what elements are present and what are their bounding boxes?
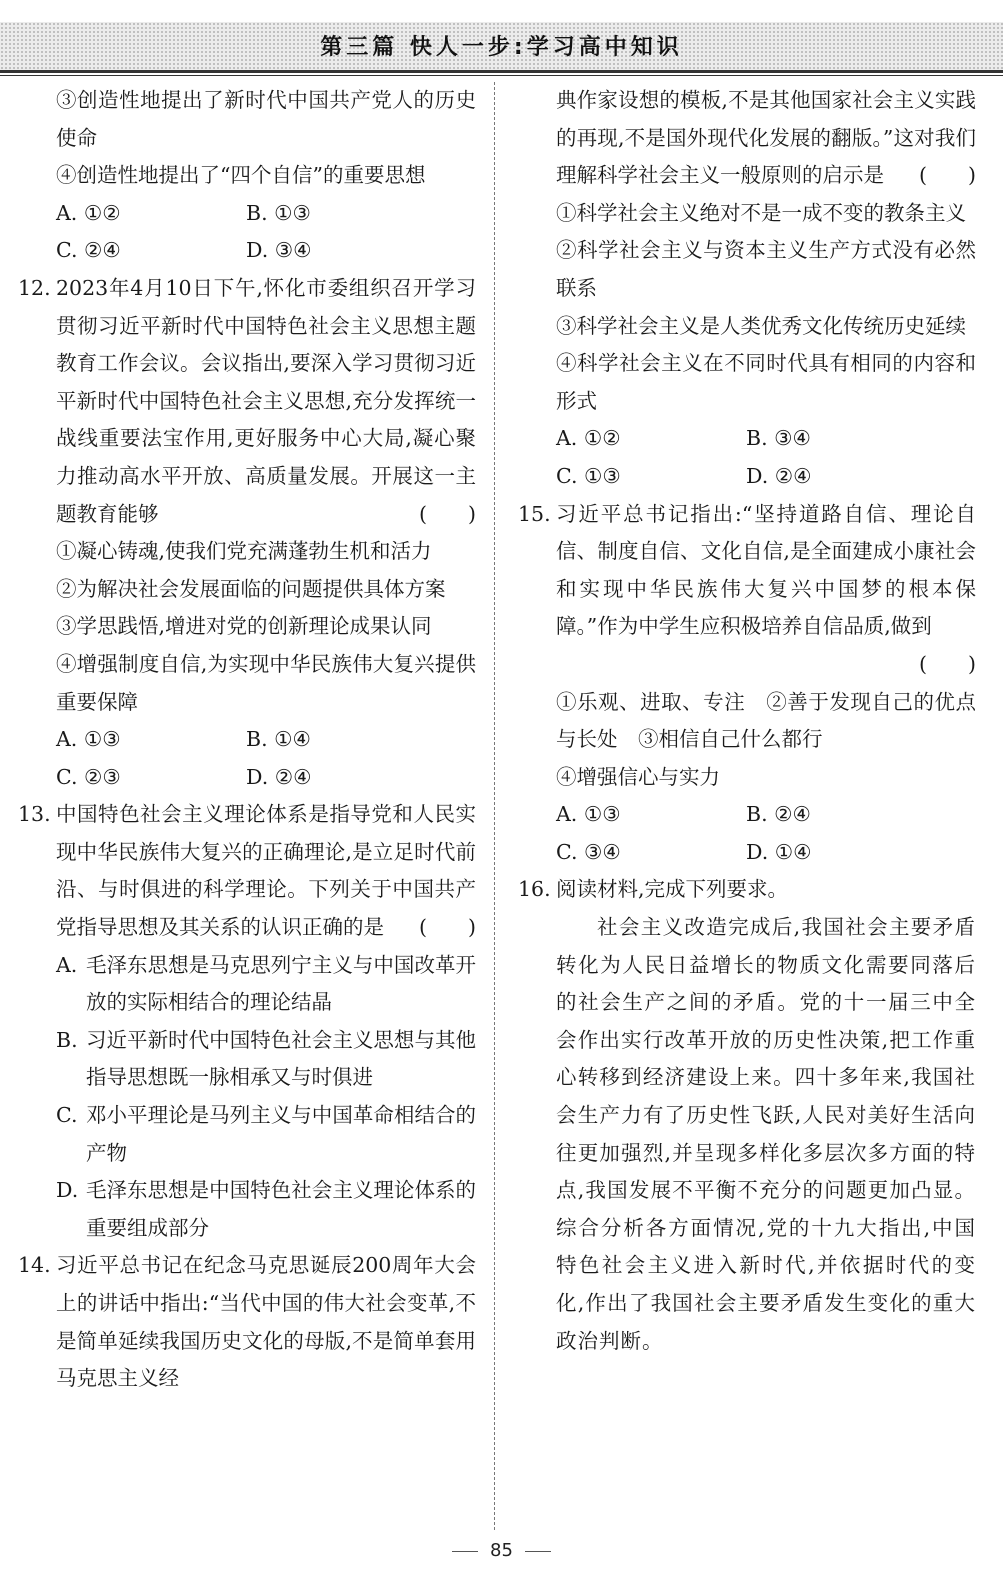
q16-reading-material: 社会主义改造完成后,我国社会主要矛盾转化为人民日益增长的物质文化需要同落后的社会生产之间的矛盾。党的十一届三中全会作出实行改革开放的历史性决策,把工作重心转移到经济建设上来。四十多年来,我国社会生产力有了历史性飞跃,人民对美好生活向往更加强烈,并呈现多样化多层次多方面的特点,我国发展不平衡不充分的问题更加凸显。综合分析各方面情况,党的十九大指出,中国特色社会主义进入新时代,并依据时代的变化,作出了我国社会主要矛盾发生变化的重大政治判断。 xyxy=(556,915,976,1353)
question-16 xyxy=(518,871,976,909)
q15-options-row1 xyxy=(518,796,976,834)
q14-number: 14. xyxy=(18,1253,51,1278)
header-rule xyxy=(0,70,1003,73)
q13-stem: 中国特色社会主义理论体系是指导党和人民实现中华民族伟大复兴的正确理论,是立足时代前沿、与时俱进的科学理论。下列关于中国共产党指导思想及其关系的认识正确的是 xyxy=(56,802,476,940)
footer-dash-right xyxy=(525,1551,551,1552)
q14-statement-2: ②科学社会主义与资本主义生产方式没有必然联系 xyxy=(556,238,976,300)
q15-number: 15. xyxy=(518,501,551,526)
q12-option-d: D. ②④ xyxy=(246,764,312,789)
q14-stem-end: 典作家设想的模板,不是其他国家社会主义实践的再现,不是国外现代化发展的翻版。”这对我们理解科学社会主义一般原则的启示是 xyxy=(556,88,976,188)
q13-option-a-letter: A. xyxy=(56,952,78,977)
q12-options-row1 xyxy=(18,721,476,759)
q13-answer-bracket: ( ) xyxy=(419,915,476,940)
q14-options-row2 xyxy=(518,458,976,496)
q13-option-a xyxy=(18,947,476,1022)
header-rule-thin xyxy=(0,75,1003,76)
q15-option-a: A. ①③ xyxy=(556,802,621,827)
q11-options-row1 xyxy=(18,195,476,233)
q12-stem: 2023年4月10日下午,怀化市委组织召开学习贯彻习近平新时代中国特色社会主义思想主题教育工作会议。会议指出,要深入学习贯彻习近平新时代中国特色社会主义思想,充分发挥统一战线重要法宝作用,更好服务中心大局,凝心聚力推动高水平开放、高质量发展。开展这一主题教育能够 xyxy=(56,275,476,526)
page-header-title: 第三篇 快人一步:学习高中知识 xyxy=(320,35,683,60)
q13-option-c-letter: C. xyxy=(56,1103,78,1128)
column-divider xyxy=(494,82,495,1530)
q14-stem-start: 习近平总书记在纪念马克思诞辰200周年大会上的讲话中指出:“当代中国的伟大社会变革,不是简单延续我国历史文化的母版,不是简单套用马克思主义经 xyxy=(56,1253,476,1391)
q13-option-d xyxy=(18,1172,476,1247)
left-column xyxy=(18,82,476,1398)
question-15 xyxy=(518,496,976,684)
q12-statement-1: ①凝心铸魂,使我们党充满蓬勃生机和活力 xyxy=(56,539,432,564)
q13-option-b xyxy=(18,1022,476,1097)
q14-statement-1: ①科学社会主义绝对不是一成不变的教条主义 xyxy=(556,200,966,225)
q14-statement-3: ③科学社会主义是人类优秀文化传统历史延续 xyxy=(556,313,966,338)
question-14 xyxy=(18,1247,476,1397)
q15-options-row2 xyxy=(518,834,976,872)
q14-statement-4: ④科学社会主义在不同时代具有相同的内容和形式 xyxy=(556,351,976,413)
q15-stem: 习近平总书记指出:“坚持道路自信、理论自信、制度自信、文化自信,是全面建成小康社会和实现中华民族伟大复兴中国梦的根本保障。”作为中学生应积极培养自信品质,做到 xyxy=(556,501,976,639)
q13-option-c-text: 邓小平理论是马列主义与中国革命相结合的产物 xyxy=(86,1103,476,1165)
q13-number: 13. xyxy=(18,802,51,827)
q12-statement-3: ③学思践悟,增进对党的创新理论成果认同 xyxy=(56,614,432,639)
q14-answer-bracket: ( ) xyxy=(919,163,976,188)
q16-number: 16. xyxy=(518,877,551,902)
q13-option-a-text: 毛泽东思想是马克思列宁主义与中国改革开放的实际相结合的理论结晶 xyxy=(86,952,476,1015)
q11-options-row2 xyxy=(18,232,476,270)
q13-option-c xyxy=(18,1097,476,1172)
q15-option-b: B. ②④ xyxy=(746,802,811,827)
q15-answer-bracket: ( ) xyxy=(919,651,976,676)
q14-option-c: C. ①③ xyxy=(556,463,621,488)
q14-option-a: A. ①② xyxy=(556,426,621,451)
q13-option-b-text: 习近平新时代中国特色社会主义思想与其他指导思想既一脉相承又与时俱进 xyxy=(86,1027,476,1090)
q12-answer-bracket: ( ) xyxy=(419,501,476,526)
q14-options-row1 xyxy=(518,420,976,458)
q14-option-d: D. ②④ xyxy=(746,463,812,488)
question-12 xyxy=(18,270,476,533)
q14-stem-continued xyxy=(518,82,976,195)
q12-option-b: B. ①④ xyxy=(246,727,311,752)
right-column xyxy=(518,82,976,1360)
q12-option-c: C. ②③ xyxy=(56,764,121,789)
q12-options-row2 xyxy=(18,759,476,797)
q11-statement-3: ③创造性地提出了新时代中国共产党人的历史使命 xyxy=(56,88,476,150)
q13-option-d-text: 毛泽东思想是中国特色社会主义理论体系的重要组成部分 xyxy=(86,1178,476,1240)
footer-dash-left xyxy=(452,1551,478,1552)
q13-option-b-letter: B. xyxy=(56,1027,78,1052)
q14-option-b: B. ③④ xyxy=(746,426,811,451)
q15-statement-4: ④增强信心与实力 xyxy=(556,764,720,789)
q12-option-a: A. ①③ xyxy=(56,727,121,752)
page-number: 85 xyxy=(490,1540,513,1561)
q15-statements-1-3: ①乐观、进取、专注 ②善于发现自己的优点与长处 ③相信自己什么都行 xyxy=(556,689,976,752)
q15-option-c: C. ③④ xyxy=(556,839,621,864)
q11-statement-4: ④创造性地提出了“四个自信”的重要思想 xyxy=(56,163,426,188)
q12-statement-2: ②为解决社会发展面临的问题提供具体方案 xyxy=(56,576,446,601)
q13-option-d-letter: D. xyxy=(56,1178,79,1203)
q11-option-a: A. ①② xyxy=(56,200,121,225)
q12-number: 12. xyxy=(18,275,51,300)
q15-option-d: D. ①④ xyxy=(746,839,812,864)
q16-stem: 阅读材料,完成下列要求。 xyxy=(556,877,789,902)
q12-statement-4: ④增强制度自信,为实现中华民族伟大复兴提供重要保障 xyxy=(56,651,476,714)
q11-option-b: B. ①③ xyxy=(246,200,311,225)
q11-option-c: C. ②④ xyxy=(56,238,121,263)
q11-option-d: D. ③④ xyxy=(246,238,312,263)
question-13 xyxy=(18,796,476,946)
page-footer xyxy=(0,1540,1003,1561)
